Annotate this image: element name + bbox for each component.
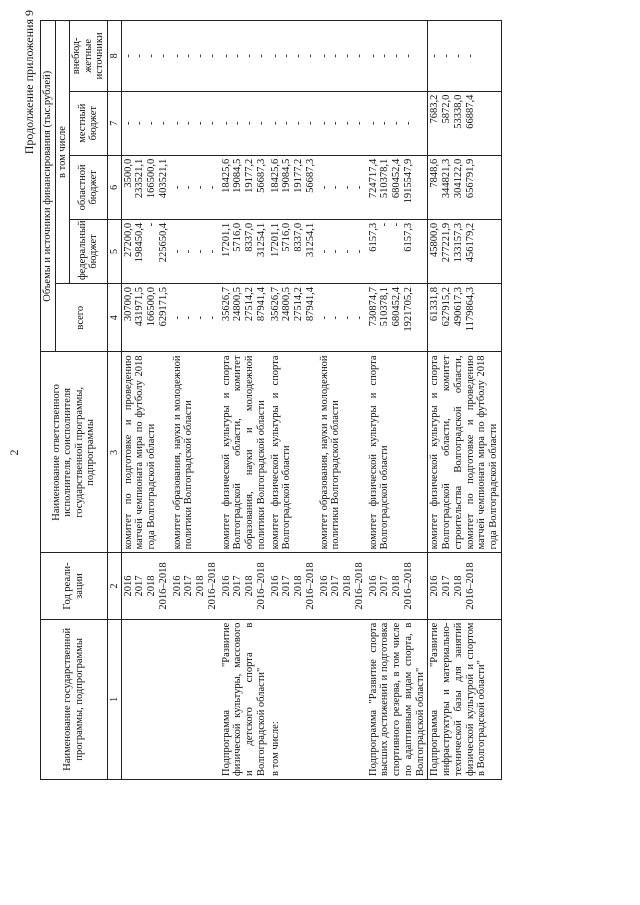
cell-value: -: [269, 54, 281, 58]
program-name: [121, 619, 171, 779]
cell-value: -: [171, 121, 183, 125]
cell-value: -: [232, 121, 244, 125]
header-executor: Наименование ответственного исполнителя, соисполнителя государственной программы, подпрограммы: [41, 352, 108, 553]
table-cell: [318, 155, 367, 219]
cell-value: 510378,1: [379, 158, 391, 199]
cell-value: -: [318, 121, 330, 125]
cell-value: -: [146, 121, 158, 125]
table-cell: [269, 284, 318, 352]
table-row: [220, 21, 269, 780]
cell-value: -: [293, 121, 305, 125]
cell-value: 403521,1: [157, 158, 169, 199]
cell-value: 5716,0: [232, 222, 244, 252]
header-total: всего: [55, 284, 107, 352]
cell-value: 18425,6: [269, 158, 281, 193]
table-cell: [269, 91, 318, 155]
cell-value: 166500,0: [146, 158, 158, 199]
cell-value: -: [183, 315, 195, 320]
cell-value: -: [353, 315, 365, 320]
cell-value: -: [171, 185, 183, 190]
cell-value: 2016: [171, 575, 183, 597]
cell-value: 2016–2018: [206, 562, 218, 610]
table-cell: [367, 155, 428, 219]
cell-value: 680452,4: [391, 287, 403, 327]
cell-value: -: [232, 54, 244, 58]
cell-value: 31254,1: [255, 222, 267, 258]
cell-value: -: [379, 54, 391, 58]
col-num-5: 5: [107, 219, 121, 283]
cell-value: 56687,3: [255, 158, 267, 193]
cell-value: 1921705,2: [402, 287, 414, 332]
cell-value: 2016: [429, 575, 441, 597]
cell-value: -: [353, 249, 365, 254]
cell-value: -: [157, 54, 169, 58]
cell-value: -: [353, 54, 365, 58]
table-cell: [318, 553, 367, 619]
table-row: [428, 21, 502, 780]
cell-value: -: [171, 249, 183, 254]
cell-value: 198450,4: [134, 222, 146, 263]
table-cell: [171, 219, 220, 283]
col-num-2: 2: [107, 553, 121, 619]
cell-value: -: [171, 315, 183, 320]
cell-value: -: [134, 121, 146, 125]
cell-value: 510378,1: [379, 287, 391, 327]
cell-value: 24800,5: [232, 287, 244, 322]
cell-value: 2016: [318, 575, 330, 597]
table-cell: [428, 155, 502, 219]
cell-value: -: [220, 54, 232, 58]
cell-value: 27514,2: [244, 287, 256, 322]
program-name: Подпрограмма "Развитие спорта высших достижений и подготовка спортивного резерва, в том числе по адаптивным видам спорта, в Волгоградской области": [367, 619, 428, 779]
cell-value: 27514,2: [293, 287, 305, 322]
cell-value: -: [353, 121, 365, 125]
cell-value: 2018: [342, 575, 354, 597]
cell-value: 1915547,9: [402, 158, 414, 204]
header-local: местный бюджет: [70, 91, 108, 155]
header-federal: федеральный бюджет: [70, 219, 108, 283]
table-cell: [171, 91, 220, 155]
cell-value: -: [330, 315, 342, 320]
cell-value: -: [183, 249, 195, 254]
cell-value: -: [206, 121, 218, 125]
cell-value: -: [206, 315, 218, 320]
table-cell: [367, 284, 428, 352]
cell-value: 2017: [134, 575, 146, 597]
cell-value: -: [353, 185, 365, 190]
continuation-title: Продолжение приложения 9: [22, 10, 36, 155]
header-incl: в том числе: [55, 21, 70, 284]
table-row: [171, 21, 220, 780]
cell-value: 2016–2018: [402, 562, 414, 610]
cell-value: -: [195, 54, 207, 58]
table-row: [367, 21, 428, 780]
cell-value: 2016–2018: [255, 562, 267, 610]
table-cell: [220, 219, 269, 283]
cell-value: -: [391, 54, 403, 58]
cell-value: 5872,0: [441, 94, 453, 124]
program-name: Подпрограмма "Развитие физической культуры, массового и детского спорта в Волгоградской области": [220, 619, 269, 779]
col-num-1: 1: [107, 619, 121, 779]
cell-value: -: [330, 54, 342, 58]
table-cell: [269, 219, 318, 283]
cell-value: -: [183, 54, 195, 58]
cell-value: -: [195, 315, 207, 320]
executor-cell: комитет образования, науки и молодежной политики Волгоградской области: [171, 352, 220, 553]
cell-value: 2018: [452, 575, 464, 597]
cell-value: -: [122, 54, 134, 58]
cell-value: 56687,3: [304, 158, 316, 193]
table-cell: [367, 553, 428, 619]
table-cell: [220, 91, 269, 155]
table-cell: [367, 91, 428, 155]
cell-value: -: [391, 121, 403, 125]
cell-value: 3500,0: [122, 158, 134, 188]
cell-value: -: [220, 121, 232, 125]
table-cell: [428, 21, 502, 92]
cell-value: 2016: [367, 575, 379, 597]
cell-value: 2018: [146, 575, 158, 597]
cell-value: 61331,8: [429, 287, 441, 322]
cell-value: -: [402, 121, 414, 125]
cell-value: 2016–2018: [157, 562, 169, 610]
table-cell: [121, 21, 171, 92]
executor-cell: комитет физической культуры и спорта Волгоградской области: [367, 352, 428, 553]
cell-value: 490617,3: [452, 287, 464, 327]
cell-value: 6157,3: [402, 222, 414, 252]
cell-value: -: [318, 54, 330, 58]
table-cell: [318, 21, 367, 92]
table-cell: [367, 21, 428, 92]
cell-value: -: [157, 121, 169, 125]
cell-value: 277221,9: [441, 222, 453, 263]
cell-value: -: [206, 54, 218, 58]
cell-value: -: [464, 54, 476, 58]
table-cell: [269, 553, 318, 619]
table-cell: [220, 21, 269, 92]
cell-value: 730874,7: [367, 287, 379, 327]
executor-cell: комитет физической культуры и спорта Волгоградской области: [269, 352, 318, 553]
cell-value: -: [429, 54, 441, 58]
cell-value: 2018: [244, 575, 256, 597]
cell-value: -: [183, 121, 195, 125]
cell-value: 87941,4: [304, 287, 316, 322]
cell-value: 87941,4: [255, 287, 267, 322]
cell-value: 166500,0: [146, 287, 158, 327]
table-cell: [220, 553, 269, 619]
cell-value: -: [293, 54, 305, 58]
cell-value: 2016–2018: [353, 562, 365, 610]
table-cell: [121, 155, 171, 219]
cell-value: 1179864,3: [464, 287, 476, 332]
cell-value: 27200,0: [122, 222, 134, 258]
cell-value: 233521,1: [134, 158, 146, 199]
cell-value: 304122,0: [452, 158, 464, 199]
cell-value: -: [342, 121, 354, 125]
cell-value: 45800,0: [429, 222, 441, 258]
table-cell: [220, 155, 269, 219]
table-cell: [318, 219, 367, 283]
cell-value: -: [367, 54, 379, 58]
cell-value: -: [171, 54, 183, 58]
table-cell: [171, 619, 220, 779]
cell-value: -: [244, 54, 256, 58]
table-cell: [428, 553, 502, 619]
cell-value: 2018: [293, 575, 305, 597]
table-cell: [318, 284, 367, 352]
executor-cell: комитет по подготовке и проведению матчей чемпионата мира по футболу 2018 года Волгоградской области: [121, 352, 171, 553]
col-num-3: 3: [107, 352, 121, 553]
table-cell: [220, 284, 269, 352]
cell-value: -: [391, 222, 403, 227]
cell-value: 17201,1: [269, 222, 281, 258]
cell-value: -: [255, 121, 267, 125]
program-name: в том числе:: [269, 619, 318, 779]
cell-value: 133157,3: [452, 222, 464, 263]
table-cell: [171, 21, 220, 92]
cell-value: 2017: [441, 575, 453, 597]
table-cell: [171, 553, 220, 619]
col-num-6: 6: [107, 155, 121, 219]
cell-value: 7683,2: [429, 94, 441, 124]
cell-value: 66887,4: [464, 94, 476, 129]
cell-value: 2016: [220, 575, 232, 597]
table-row: [269, 21, 318, 780]
cell-value: 2017: [379, 575, 391, 597]
cell-value: 8337,0: [244, 222, 256, 252]
cell-value: -: [342, 315, 354, 320]
cell-value: -: [402, 54, 414, 58]
cell-value: 2018: [195, 575, 207, 597]
cell-value: -: [244, 121, 256, 125]
cell-value: 2018: [391, 575, 403, 597]
cell-value: -: [318, 315, 330, 320]
cell-value: -: [379, 222, 391, 227]
cell-value: -: [146, 222, 158, 227]
header-name: Наименование государственной программы, подпрограммы: [41, 619, 108, 779]
cell-value: 344821,3: [441, 158, 453, 199]
program-name: Подпрограмма "Развитие инфраструктуры и материально-технической базы для занятий физической культурой и спортом в Волгоградской области": [428, 619, 502, 779]
cell-value: -: [304, 54, 316, 58]
cell-value: 656791,9: [464, 158, 476, 199]
cell-value: 2016–2018: [464, 562, 476, 610]
header-volumes: Объемы и источники финансирования (тыс.рублей): [41, 21, 56, 352]
table-cell: [171, 284, 220, 352]
cell-value: -: [367, 121, 379, 125]
cell-value: 19084,5: [281, 158, 293, 193]
cell-value: 35626,7: [269, 287, 281, 322]
table-row: [41, 21, 56, 780]
cell-value: -: [206, 249, 218, 254]
cell-value: -: [134, 54, 146, 58]
cell-value: -: [281, 54, 293, 58]
cell-value: -: [379, 121, 391, 125]
cell-value: -: [195, 121, 207, 125]
cell-value: -: [342, 249, 354, 254]
cell-value: -: [206, 185, 218, 190]
cell-value: 53338,0: [452, 94, 464, 129]
col-num-4: 4: [107, 284, 121, 352]
cell-value: -: [330, 121, 342, 125]
cell-value: -: [452, 54, 464, 58]
cell-value: 8337,0: [293, 222, 305, 252]
cell-value: 629171,5: [157, 287, 169, 327]
cell-value: -: [183, 185, 195, 190]
table-cell: [318, 91, 367, 155]
cell-value: -: [342, 185, 354, 190]
cell-value: 19177,2: [244, 158, 256, 193]
cell-value: 30700,0: [122, 287, 134, 322]
table-row: [121, 21, 171, 780]
executor-cell: комитет образования, науки и молодежной политики Волгоградской области: [318, 352, 367, 553]
cell-value: -: [146, 54, 158, 58]
cell-value: -: [195, 185, 207, 190]
cell-value: 2016: [269, 575, 281, 597]
cell-value: 19084,5: [232, 158, 244, 193]
page-number: 2: [7, 449, 21, 456]
cell-value: 2017: [330, 575, 342, 597]
cell-value: 2017: [183, 575, 195, 597]
cell-value: 2016: [122, 575, 134, 597]
cell-value: -: [330, 185, 342, 190]
cell-value: 456179,2: [464, 222, 476, 263]
cell-value: 680452,4: [391, 158, 403, 199]
cell-value: -: [342, 54, 354, 58]
cell-value: -: [122, 121, 134, 125]
table-cell: [269, 155, 318, 219]
cell-value: -: [318, 249, 330, 254]
cell-value: -: [281, 121, 293, 125]
cell-value: -: [195, 249, 207, 254]
table-row: [318, 21, 367, 780]
cell-value: 18425,6: [220, 158, 232, 193]
executor-cell: комитет физической культуры и спорта Волгоградской области, комитет образования, науки и молодежной политики Волгоградской области: [220, 352, 269, 553]
table-cell: [121, 219, 171, 283]
cell-value: -: [255, 54, 267, 58]
cell-value: 17201,1: [220, 222, 232, 258]
col-num-7: 7: [107, 91, 121, 155]
table-cell: [428, 284, 502, 352]
table-cell: [428, 219, 502, 283]
cell-value: -: [330, 249, 342, 254]
cell-value: 225650,4: [157, 222, 169, 263]
executor-cell: комитет физической культуры и спорта Волгоградской области, комитет строительства Волгоградской области, комитет по подготовке и проведению матчей чемпионата мира по футболу 2018 года Волгоградской области: [428, 352, 502, 553]
table-cell: [171, 155, 220, 219]
financing-table: [40, 20, 502, 780]
cell-value: 431971,5: [134, 287, 146, 327]
table-cell: [367, 219, 428, 283]
cell-value: 2017: [281, 575, 293, 597]
cell-value: 31254,1: [304, 222, 316, 258]
cell-value: -: [441, 54, 453, 58]
cell-value: 35626,7: [220, 287, 232, 322]
cell-value: -: [269, 121, 281, 125]
cell-value: 627915,2: [441, 287, 453, 327]
col-num-8: 8: [107, 21, 121, 92]
cell-value: 24800,5: [281, 287, 293, 322]
cell-value: 2016–2018: [304, 562, 316, 610]
header-year: Год реали-зации: [41, 553, 108, 619]
cell-value: 5716,0: [281, 222, 293, 252]
table-row: [107, 21, 121, 780]
table-cell: [428, 91, 502, 155]
cell-value: -: [304, 121, 316, 125]
table-cell: [121, 91, 171, 155]
table-cell: [269, 21, 318, 92]
table-cell: [318, 619, 367, 779]
table-cell: [121, 284, 171, 352]
cell-value: 2017: [232, 575, 244, 597]
cell-value: 7848,6: [429, 158, 441, 188]
cell-value: 19177,2: [293, 158, 305, 193]
table-cell: [121, 553, 171, 619]
cell-value: 6157,3: [367, 222, 379, 252]
cell-value: 724717,4: [367, 158, 379, 199]
cell-value: -: [318, 185, 330, 190]
header-extra: внебюд-жетные источники: [70, 21, 108, 92]
header-regional: областной бюджет: [70, 155, 108, 219]
